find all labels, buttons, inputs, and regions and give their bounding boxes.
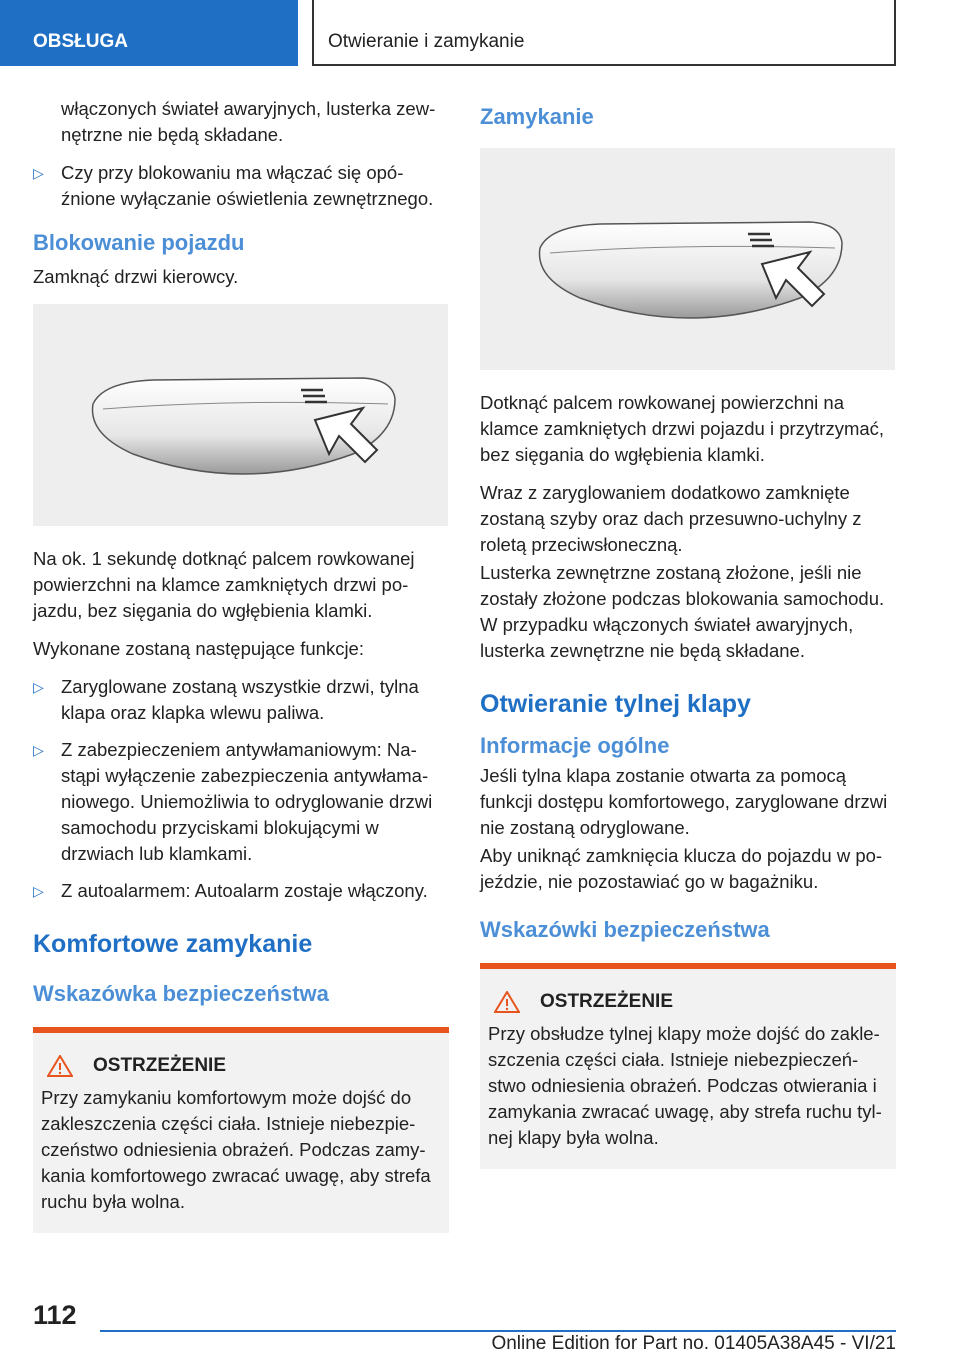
triangle-bullet-icon: ▷ [33, 165, 44, 181]
warning-box-tailgate [480, 963, 896, 1169]
edition-footer: Online Edition for Part no. 01405A38A45 - VI/21 [491, 1333, 896, 1354]
warning-text: Przy obsłudze tylnej klapy może dojść do zakle-szczenia części ciała. Istnieje niebezpieczeń-stwo odniesienia obrażeń. Podczas otwierania i zamykania zwracać uwagę, aby strefa ruchu tyl-nej klapy była wolna. [488, 1023, 882, 1148]
heading-safety-note: Wskazówka bezpieczeństwa [33, 981, 329, 1006]
general-info-text-1: Jeśli tylna klapa zostanie otwarta za pomocą funkcji dostępu komfortowego, zaryglowane drzwi nie zostaną odryglowane. [480, 765, 888, 838]
chapter-title-box [312, 0, 896, 66]
closing-mirrors-note: Lusterka zewnętrzne zostaną złożone, jeśli nie zostały złożone podczas blokowania samochodu. W przypadku włączonych świateł awaryjnych, lusterka zewnętrzne nie będą składane. [480, 562, 885, 661]
heading-opening-tailgate: Otwieranie tylnej klapy [480, 690, 751, 718]
triangle-bullet-icon: ▷ [33, 742, 44, 758]
functions-list [33, 674, 449, 904]
list-item-text: Z zabezpieczeniem antywłamaniowym: Na-stąpi wyłączenie zabezpieczenia antywłama-niowego. Uniemożliwia to odryglowanie drzwi samochodu przyciskami blokującymi w drzwiach lub klamkami. [61, 739, 433, 864]
list-item [33, 878, 449, 904]
intro-continuation: włączonych świateł awaryjnych, lusterka zew-nętrzne nie będą składane. [61, 98, 436, 145]
door-handle-illustration [33, 304, 448, 526]
footer-divider [100, 1330, 896, 1332]
heading-comfort-closing: Komfortowe zamykanie [33, 930, 313, 958]
heading-lock-vehicle: Blokowanie pojazdu [33, 230, 245, 255]
warning-title: OSTRZEŻENIE [540, 991, 674, 1012]
lock-instruction: Zamknąć drzwi kierowcy. [33, 266, 239, 287]
functions-intro: Wykonane zostaną następujące funkcje: [33, 638, 364, 659]
warning-title: OSTRZEŻENIE [93, 1055, 227, 1076]
list-item [33, 674, 449, 726]
heading-safety-notes: Wskazówki bezpieczeństwa [480, 917, 770, 942]
intro-bullet-list [33, 160, 449, 212]
list-item [33, 160, 449, 212]
page-number: 112 [33, 1300, 77, 1330]
closing-windows-note: Wraz z zaryglowaniem dodatkowo zamknięte zostaną szyby oraz dach przesuwno-uchylny z roletą przeciwsłoneczną. [480, 482, 862, 555]
list-item-text: Zaryglowane zostaną wszystkie drzwi, tylna klapa oraz klapka wlewu paliwa. [61, 676, 419, 723]
touch-instruction: Na ok. 1 sekundę dotknąć palcem rowkowanej powierzchni na klamce zamkniętych drzwi po-jazdu, bez sięgania do wgłębienia klamki. [33, 548, 415, 621]
list-item [33, 737, 449, 867]
left-column [33, 96, 449, 1233]
warning-box [33, 1027, 449, 1233]
triangle-bullet-icon: ▷ [33, 883, 44, 899]
chapter-title: Otwieranie i zamykanie [328, 31, 525, 52]
warning-triangle-icon [494, 991, 520, 1013]
warning-text: Przy zamykaniu komfortowym może dojść do zakleszczenia części ciała. Istnieje niebezpie-czeństwo odniesienia obrażeń. Podczas zamy-kania komfortowego zwracać uwagę, aby strefa ruchu była wolna. [41, 1087, 431, 1212]
door-handle-illustration [480, 148, 895, 370]
door-handle-figure-2 [480, 148, 895, 370]
heading-closing: Zamykanie [480, 104, 594, 129]
list-item-text: Z autoalarmem: Autoalarm zostaje włączony. [61, 880, 428, 901]
warning-header [41, 1055, 439, 1077]
door-handle-figure [33, 304, 448, 526]
section-label: OBSŁUGA [33, 31, 128, 52]
closing-instruction: Dotknąć palcem rowkowanej powierzchni na klamce zamkniętych drzwi pojazdu i przytrzymać, bez sięgania do wgłębienia klamki. [480, 392, 885, 465]
warning-triangle-icon [47, 1055, 73, 1077]
triangle-bullet-icon: ▷ [33, 679, 44, 695]
right-column [480, 100, 896, 1169]
section-tab [0, 0, 298, 66]
warning-header [488, 991, 886, 1013]
list-item-text: Czy przy blokowaniu ma włączać się opó-źnione wyłączanie oświetlenia zewnętrznego. [61, 162, 434, 209]
heading-general-info: Informacje ogólne [480, 733, 670, 758]
general-info-text-2: Aby uniknąć zamknięcia klucza do pojazdu w po-jeździe, nie pozostawiać go w bagażniku. [480, 845, 883, 892]
